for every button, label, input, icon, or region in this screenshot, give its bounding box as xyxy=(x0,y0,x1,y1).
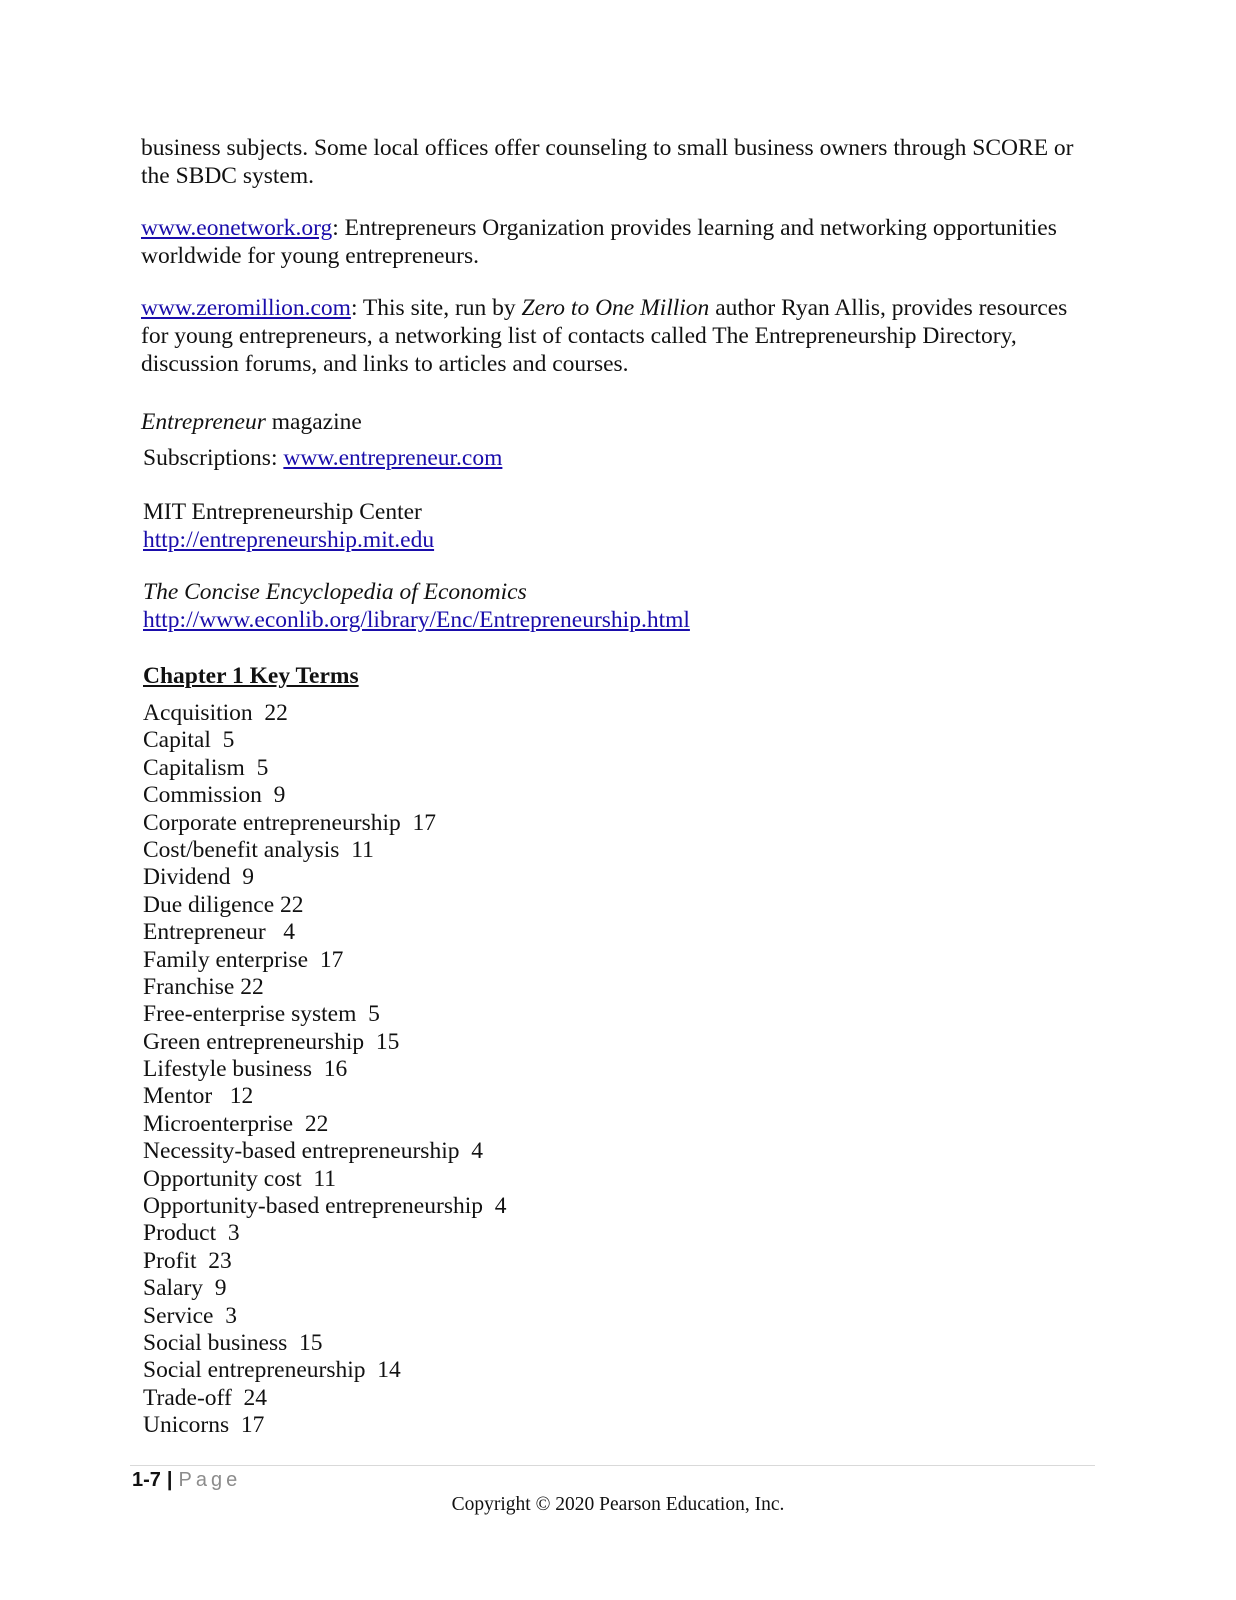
key-term: Acquisition 22 xyxy=(143,700,288,726)
key-term: Free-enterprise system 5 xyxy=(143,1001,380,1028)
entrepreneur-link[interactable]: www.entrepreneur.com xyxy=(283,445,503,471)
zeromillion-text-after: author Ryan Allis, provides resources for young entrepreneurs, a networking list of contacts called The Entrepreneurship Directory, discussion forums, and links to articles and courses. xyxy=(141,295,1068,377)
intro-paragraph: business subjects. Some local offices offer counseling to small business owners through SCORE or the SBDC system. xyxy=(141,135,1074,189)
eonetwork-description: : Entrepreneurs Organization provides learning and networking opportunities worldwide for young entrepreneurs. xyxy=(141,215,1057,269)
zeromillion-book-title: Zero to One Million xyxy=(521,295,710,321)
page-number-separator: | xyxy=(166,1469,173,1491)
zeromillion-link[interactable]: www.zeromillion.com xyxy=(141,295,351,321)
encyclopedia-link-row xyxy=(141,606,1091,634)
key-term: Service 3 xyxy=(143,1302,237,1329)
key-term: Salary 9 xyxy=(143,1275,227,1302)
key-term: Franchise 22 xyxy=(143,973,264,1000)
key-term: Opportunity cost 11 xyxy=(143,1165,336,1192)
key-term: Entrepreneur 4 xyxy=(143,919,296,946)
key-term: Necessity-based entrepreneurship 4 xyxy=(143,1138,483,1165)
eonetwork-paragraph xyxy=(141,214,1091,270)
mit-center-name: MIT Entrepreneurship Center xyxy=(143,499,422,525)
key-term: Mentor 12 xyxy=(143,1083,254,1110)
entrepreneur-magazine-title xyxy=(141,408,1091,436)
key-term: Dividend 9 xyxy=(143,864,254,891)
key-term: Family enterprise 17 xyxy=(143,946,344,973)
key-term: Lifestyle business 16 xyxy=(143,1056,348,1083)
key-term: Capital 5 xyxy=(143,727,235,754)
key-term: Capitalism 5 xyxy=(143,754,269,781)
subscriptions-label: Subscriptions: xyxy=(143,445,284,471)
page-number-value: 1-7 xyxy=(132,1469,161,1491)
mit-center-link[interactable]: http://entrepreneurship.mit.edu xyxy=(143,527,435,553)
key-term: Trade-off 24 xyxy=(143,1384,268,1411)
encyclopedia-title-italic: The Concise Encyclopedia of Economics xyxy=(143,579,527,605)
key-term: Microenterprise 22 xyxy=(143,1110,329,1137)
key-term: Unicorns 17 xyxy=(143,1412,265,1439)
key-terms-list xyxy=(141,700,1091,1440)
key-term: Green entrepreneurship 15 xyxy=(143,1028,400,1055)
entrepreneur-subscriptions xyxy=(141,444,1091,472)
zeromillion-text-before: : This site, run by xyxy=(350,295,522,321)
encyclopedia-title xyxy=(141,578,1091,606)
key-term: Product 3 xyxy=(143,1220,240,1247)
footer-divider xyxy=(130,1465,1095,1466)
copyright-notice: Copyright © 2020 Pearson Education, Inc. xyxy=(451,1494,785,1515)
key-terms-heading: Chapter 1 Key Terms xyxy=(143,663,359,689)
key-term: Social entrepreneurship 14 xyxy=(143,1357,401,1384)
key-term: Cost/benefit analysis 11 xyxy=(143,836,374,863)
key-term: Commission 9 xyxy=(143,782,286,809)
entrepreneur-magazine-italic: Entrepreneur xyxy=(141,409,266,435)
document-body xyxy=(141,134,1091,1440)
key-term: Profit 23 xyxy=(143,1247,232,1274)
eonetwork-link[interactable]: www.eonetwork.org xyxy=(141,215,333,241)
mit-center-link-row xyxy=(141,526,1091,554)
key-term: Due diligence 22 xyxy=(143,891,304,918)
key-term: Corporate entrepreneurship 17 xyxy=(143,809,436,836)
zeromillion-paragraph xyxy=(141,294,1091,378)
encyclopedia-link[interactable]: http://www.econlib.org/library/Enc/Entrepreneurship.html xyxy=(143,607,690,633)
page-word: Page xyxy=(178,1469,242,1491)
entrepreneur-magazine-rest: magazine xyxy=(265,409,362,435)
page-number xyxy=(132,1469,241,1492)
key-term: Opportunity-based entrepreneurship 4 xyxy=(143,1193,507,1220)
key-term: Social business 15 xyxy=(143,1329,323,1356)
